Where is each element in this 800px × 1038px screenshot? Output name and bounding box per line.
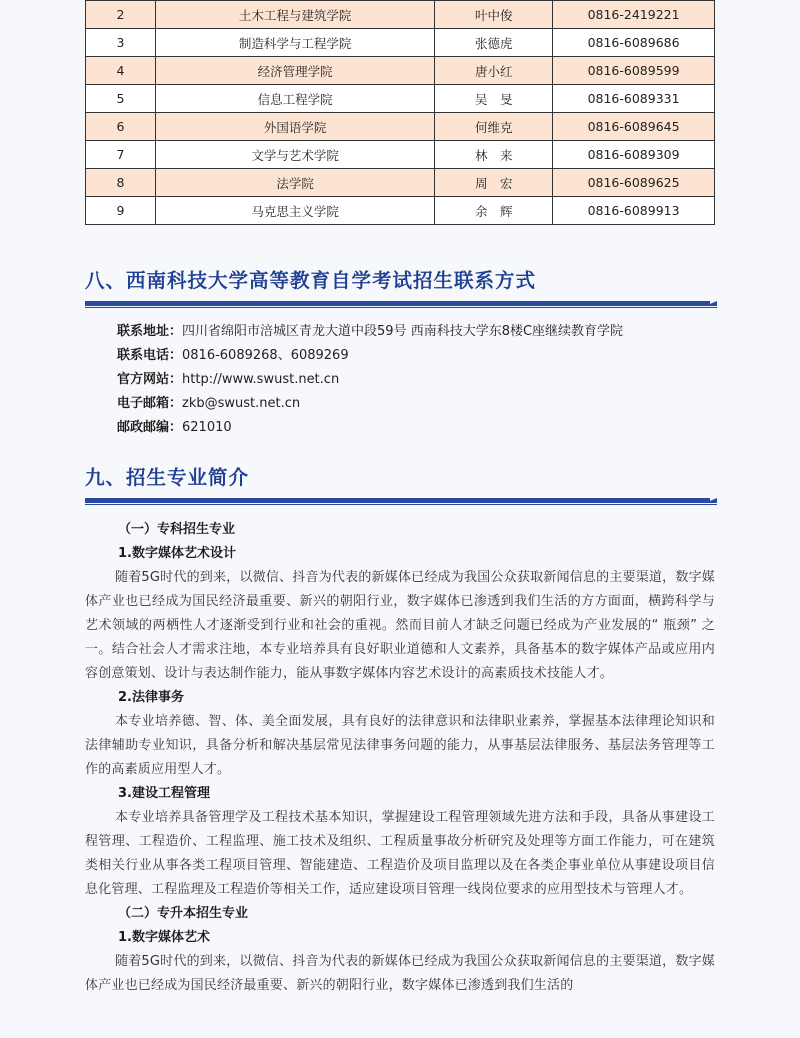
table-row xyxy=(86,197,715,225)
section-8-header xyxy=(85,265,717,310)
college-name: 制造科学与工程学院 xyxy=(155,29,434,57)
contact-phone-number: 0816-6089331 xyxy=(553,85,715,113)
major-heading: 1.数字媒体艺术 xyxy=(118,930,210,945)
table-row xyxy=(86,1,715,29)
part-1-heading: （一）专科招生专业 xyxy=(118,522,236,537)
contact-person: 余 辉 xyxy=(435,197,553,225)
major-description: 本专业培养具备管理学及工程技术基本知识，掌握建设工程管理领域先进方法和手段，具备从事建设工程管理、工程造价、工程监理、施工技术及组织、工程质量事故分析研究及处理等方面工作能力，可在建筑类相关行业从事各类工程项目管理、智能建造、工程造价及项目监理以及在各类企事业单位从事建设项目信息化管理、工程监理及工程造价等相关工作，适应建设项目管理一线岗位要求的应用型技术与管理人才。 xyxy=(85,810,715,897)
contact-phone-number: 0816-6089645 xyxy=(553,113,715,141)
table-row xyxy=(86,141,715,169)
contact-website: 官方网站：http://www.swust.net.cn xyxy=(117,372,340,387)
row-number: 3 xyxy=(86,29,156,57)
table-row xyxy=(86,113,715,141)
major-description: 随着5G时代的到来，以微信、抖音为代表的新媒体已经成为我国公众获取新闻信息的主要渠道，数字媒体产业也已经成为国民经济最重要、新兴的朝阳行业，数字媒体已渗透到我们生活的 xyxy=(85,954,715,993)
contact-phone-number: 0816-6089599 xyxy=(553,57,715,85)
major-description: 随着5G时代的到来，以微信、抖音为代表的新媒体已经成为我国公众获取新闻信息的主要渠道，数字媒体产业也已经成为国民经济最重要、新兴的朝阳行业，数字媒体已渗透到我们生活的方方面面，横跨科学与艺术领域的两栖性人才逐渐受到行业和社会的重视。然而目前人才缺乏问题已经成为产业发展的“ 瓶颈” 之一。结合社会人才需求注地，本专业培养具有良好职业道德和人文素养，具备基本的数字媒体产品或应用内容创意策划、设计与表达制作能力，能从事数字媒体内容艺术设计的高素质技术技能人才。 xyxy=(85,570,715,681)
table-row xyxy=(86,29,715,57)
contact-person: 林 来 xyxy=(435,141,553,169)
part-2-heading: （二）专升本招生专业 xyxy=(118,906,249,921)
major-heading: 2.法律事务 xyxy=(118,690,184,705)
row-number: 8 xyxy=(86,169,156,197)
contact-info xyxy=(117,320,623,440)
section-divider xyxy=(85,301,717,310)
contact-email: 电子邮箱：zkb@swust.net.cn xyxy=(117,396,301,411)
contact-person: 周 宏 xyxy=(435,169,553,197)
contact-person: 张德虎 xyxy=(435,29,553,57)
contact-postcode: 邮政邮编：621010 xyxy=(117,420,232,435)
contact-phone-number: 0816-6089625 xyxy=(553,169,715,197)
college-name: 经济管理学院 xyxy=(155,57,434,85)
contact-person: 叶中俊 xyxy=(435,1,553,29)
contact-phone-number: 0816-6089913 xyxy=(553,197,715,225)
college-name: 法学院 xyxy=(155,169,434,197)
section-9-title: 九、招生专业简介 xyxy=(85,466,250,489)
contact-phone: 联系电话：0816-6089268、6089269 xyxy=(117,348,349,363)
major-heading: 1.数字媒体艺术设计 xyxy=(118,546,236,561)
section-8-title: 八、西南科技大学高等教育自学考试招生联系方式 xyxy=(85,269,537,292)
section-9-header xyxy=(85,462,717,507)
major-heading: 3.建设工程管理 xyxy=(118,786,210,801)
row-number: 7 xyxy=(86,141,156,169)
table-row xyxy=(86,169,715,197)
contact-phone-number: 0816-2419221 xyxy=(553,1,715,29)
row-number: 4 xyxy=(86,57,156,85)
contact-person: 何维克 xyxy=(435,113,553,141)
college-name: 文学与艺术学院 xyxy=(155,141,434,169)
table-row xyxy=(86,85,715,113)
college-name: 马克思主义学院 xyxy=(155,197,434,225)
college-name: 信息工程学院 xyxy=(155,85,434,113)
row-number: 9 xyxy=(86,197,156,225)
table-row xyxy=(86,57,715,85)
row-number: 5 xyxy=(86,85,156,113)
row-number: 6 xyxy=(86,113,156,141)
contact-address: 联系地址：四川省绵阳市涪城区青龙大道中段59号 西南科技大学东8楼C座继续教育学院 xyxy=(117,324,624,339)
contact-person: 唐小红 xyxy=(435,57,553,85)
section-divider xyxy=(85,498,717,507)
major-description: 本专业培养德、智、体、美全面发展，具有良好的法律意识和法律职业素养，掌握基本法律理论知识和法律辅助专业知识，具备分析和解决基层常见法律事务问题的能力，从事基层法律服务、基层法务管理等工作的高素质应用型人才。 xyxy=(85,714,715,777)
college-name: 外国语学院 xyxy=(155,113,434,141)
college-name: 土木工程与建筑学院 xyxy=(155,1,434,29)
contact-phone-number: 0816-6089686 xyxy=(553,29,715,57)
contact-person: 吴 旻 xyxy=(435,85,553,113)
majors-intro xyxy=(85,518,715,998)
row-number: 2 xyxy=(86,1,156,29)
college-contact-table xyxy=(85,0,715,225)
contact-phone-number: 0816-6089309 xyxy=(553,141,715,169)
